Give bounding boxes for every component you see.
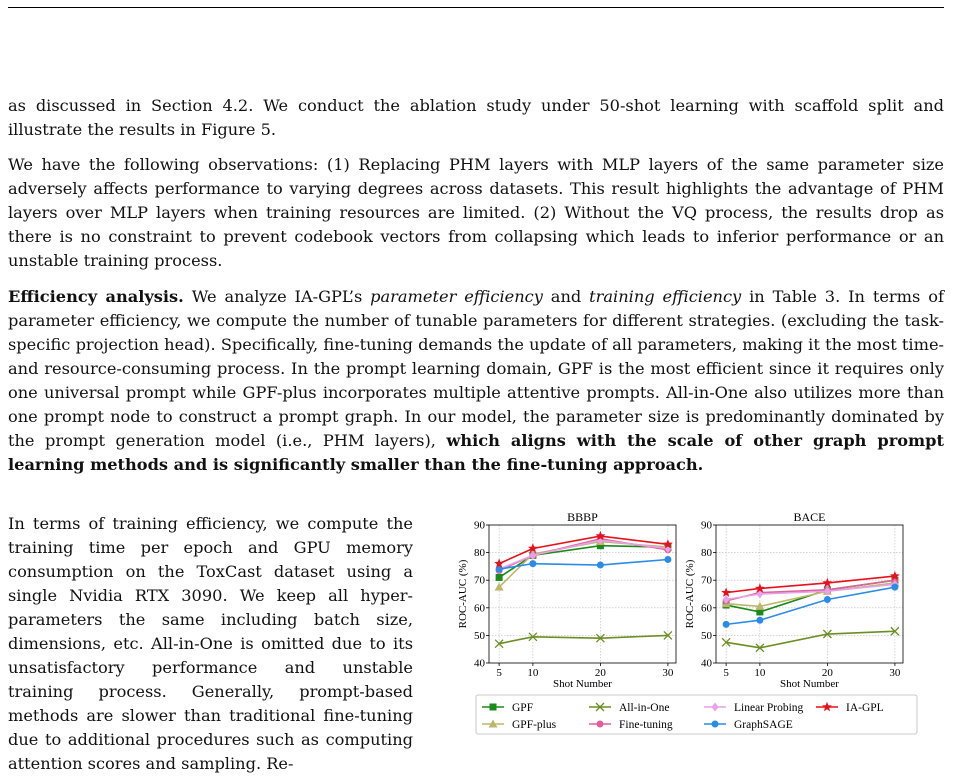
efficiency-text-b: and xyxy=(542,287,590,306)
y-tick-label: 50 xyxy=(701,629,712,642)
x-tick-label: 30 xyxy=(889,667,901,679)
efficiency-bold-conclusion: which aligns with the scale of other graph prompt learning methods and is significantly smaller than the fine-tuning approach. xyxy=(8,431,944,474)
x-tick-label: 5 xyxy=(496,667,502,679)
y-tick-label: 60 xyxy=(474,602,485,615)
legend-label: GPF-plus xyxy=(512,719,557,731)
y-tick-label: 70 xyxy=(474,574,485,587)
x-tick-label: 5 xyxy=(723,667,729,679)
x-tick-label: 30 xyxy=(662,667,674,679)
x-axis-label: Shot Number xyxy=(780,678,839,690)
y-tick-label: 90 xyxy=(474,519,485,532)
series-line-fine-tuning xyxy=(726,580,895,601)
data-point-graphsage xyxy=(756,617,763,624)
x-axis-label: Shot Number xyxy=(553,678,612,690)
efficiency-heading: Efficiency analysis. xyxy=(8,287,184,306)
series-line-all-in-one xyxy=(499,635,668,643)
legend-marker xyxy=(490,704,497,711)
header-rule xyxy=(8,7,944,8)
efficiency-text-a: We analyze IA-GPL’s xyxy=(183,287,371,306)
paragraph-ablation-intro: as discussed in Section 4.2. We conduct the ablation study under 50-shot learning with scaffold split and illustrate the results in Figure 5. xyxy=(8,96,944,139)
y-tick-label: 80 xyxy=(701,547,712,560)
legend-marker xyxy=(712,721,719,728)
efficiency-emph-training: training efficiency xyxy=(589,287,742,306)
data-point-graphsage xyxy=(824,596,831,603)
data-point-graphsage xyxy=(723,621,730,628)
data-point-gpf xyxy=(496,574,503,581)
y-tick-label: 90 xyxy=(701,519,712,532)
series-line-all-in-one xyxy=(726,631,895,648)
legend-label: Fine-tuning xyxy=(619,719,673,731)
y-axis-label: ROC-AUC (%) xyxy=(684,559,696,629)
legend-label: GPF xyxy=(512,702,534,714)
legend-label: All-in-One xyxy=(619,702,670,714)
chart-bbbp xyxy=(457,510,676,690)
chart-title: BACE xyxy=(793,510,826,524)
legend-label: IA-GPL xyxy=(846,702,884,714)
data-point-graphsage xyxy=(529,560,536,567)
legend-label: GraphSAGE xyxy=(734,719,793,731)
y-tick-label: 70 xyxy=(701,574,712,587)
data-point-graphsage xyxy=(664,556,671,563)
y-axis-label: ROC-AUC (%) xyxy=(457,559,469,629)
chart-title: BBBP xyxy=(567,510,598,524)
y-tick-label: 50 xyxy=(474,629,485,642)
data-point-graphsage xyxy=(597,562,604,569)
chart-legend xyxy=(476,695,917,734)
efficiency-emph-parameter: parameter efficiency xyxy=(370,287,543,306)
paragraph-training-efficiency: In terms of training efficiency, we compute the training time per epoch and GPU memory consumption on the ToxCast dataset using a single Nvidia RTX 3090. We keep all hyper-parameters the same including batch size, dimensions, etc. All-in-One is omitted due to its unsatisfactory performance and unstable training process. Generally, prompt-based methods are slower than traditional fine-tuning due to additional procedures such as computing attention scores and sampling. Re- xyxy=(8,514,413,773)
efficiency-text-c: in Table 3. In terms of parameter efficiency, we compute the number of tunable parameters for different strategies. (excluding the task-specific projection head). Specifically, fine-tuning demands the update of all parameters, making it the most time- and resource-consuming process. In the prompt learning domain, GPF is the most efficient since it requires only one universal prompt while GPF-plus incorporates multiple attentive prompts. All-in-One also utilizes more than one prompt node to construct a prompt graph. In our model, the parameter size is predominantly dominated by the prompt generation model (i.e., PHM layers), xyxy=(8,287,944,450)
x-tick-label: 20 xyxy=(594,667,606,679)
figure-5-line-charts xyxy=(454,506,922,738)
x-tick-label: 10 xyxy=(754,667,766,679)
y-tick-label: 40 xyxy=(474,657,485,670)
legend-marker xyxy=(597,721,604,728)
chart-bace xyxy=(684,510,903,690)
x-tick-label: 20 xyxy=(821,667,833,679)
data-point-graphsage xyxy=(891,584,898,591)
paragraph-observations: We have the following observations: (1) Replacing PHM layers with MLP layers of the same parameter size adversely affects performance to varying degrees across datasets. This result highlights the advantage of PHM layers over MLP layers when training resources are limited. (2) Without the VQ process, the results drop as there is no constraint to prevent codebook vectors from collapsing which leads to inferior performance or an unstable training process. xyxy=(8,155,944,270)
x-tick-label: 10 xyxy=(527,667,539,679)
y-tick-label: 60 xyxy=(701,602,712,615)
plot-frame xyxy=(716,525,903,663)
legend-label: Linear Probing xyxy=(734,702,804,714)
paragraph-efficiency xyxy=(8,285,944,477)
y-tick-label: 40 xyxy=(701,657,712,670)
y-tick-label: 80 xyxy=(474,547,485,560)
